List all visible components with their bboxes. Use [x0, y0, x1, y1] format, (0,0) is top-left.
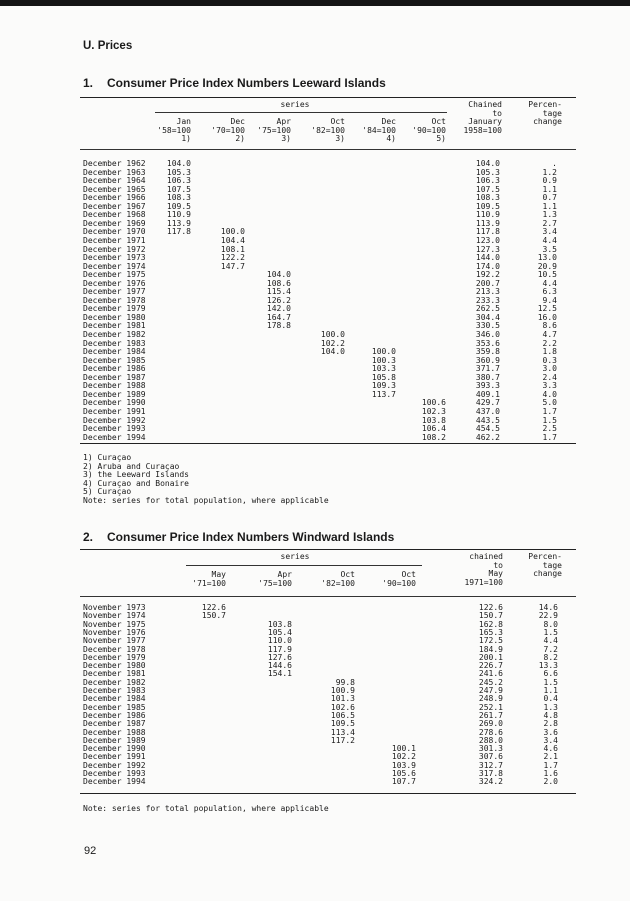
table2-series-value: 144.6 [267, 661, 292, 671]
table1-series-value: 103.8 [421, 415, 446, 425]
table1-chained-value: 409.1 [475, 389, 500, 399]
section-heading: U. Prices [83, 40, 133, 52]
table1-series-value: 100.0 [220, 227, 245, 237]
table2-row-label: December 1990 [83, 744, 146, 754]
table1-column-header: Oct '90=100 5) [412, 117, 446, 144]
table2-chained-value: 324.2 [478, 777, 503, 787]
table2-row-label: December 1982 [83, 677, 146, 687]
table2-column-header: Oct '82=100 [321, 570, 355, 588]
table1-series-value: 105.8 [371, 372, 396, 382]
table1-row-label: December 1978 [83, 295, 146, 305]
table1-series-value: 104.0 [320, 347, 345, 357]
table2-chained-value: 172.5 [478, 636, 503, 646]
table1-chained-value: 233.3 [475, 295, 500, 305]
table1-note: 4) Curaçao and Bonaire [83, 478, 189, 488]
table1-chained-value: 110.9 [475, 210, 500, 220]
table2-row-label: December 1980 [83, 661, 146, 671]
table2-series-value: 106.5 [330, 710, 355, 720]
table1-percentage-change: 6.3 [542, 287, 557, 297]
table1-percentage-change: 2.2 [542, 338, 557, 348]
table1-row-label: December 1968 [83, 210, 146, 220]
table1-row-label: December 1974 [83, 261, 146, 271]
table1-series-rule [155, 112, 447, 113]
table2-series-value: 127.6 [267, 652, 292, 662]
table2-row-label: December 1993 [83, 769, 146, 778]
table1-row-label: December 1964 [83, 176, 146, 186]
table2-chained-header: chained to May 1971=100 [464, 552, 503, 587]
table1-chained-value: 109.5 [475, 201, 500, 211]
table1-bottom-rule [80, 443, 576, 444]
table1-row-label: December 1982 [83, 330, 146, 339]
table2-row-label: November 1974 [83, 611, 146, 621]
table1-series-value: 104.0 [266, 270, 291, 280]
table2-row-label: December 1978 [83, 644, 146, 654]
table1-chained-value: 127.3 [475, 244, 500, 254]
table1-row-label: December 1980 [83, 312, 146, 322]
table2-row-label: December 1986 [83, 710, 146, 720]
table2-percentage-change: 1.3 [543, 702, 558, 712]
table2-row-label: December 1991 [83, 752, 146, 762]
table2-chained-value: 269.0 [478, 719, 503, 729]
table1-chained-value: 304.4 [475, 312, 500, 322]
table1-chained-value: 360.9 [475, 355, 500, 365]
table2-percentage-change: 6.6 [543, 669, 558, 679]
table1-percentage-change: 4.0 [542, 389, 557, 399]
table1-percentage-change: 1.1 [542, 184, 557, 194]
table2-row-label: December 1992 [83, 760, 146, 770]
table1-series-value: 126.2 [266, 295, 291, 305]
table1-top-rule [80, 97, 576, 98]
table2-chained-value: 301.3 [478, 744, 503, 754]
table1-series-value: 104.4 [220, 235, 245, 245]
table1-series-value: 109.3 [371, 381, 396, 391]
table1-chained-header: Chained to January 1958=100 [463, 100, 502, 135]
table1-percentage-change: 9.4 [542, 295, 557, 305]
table2-percentage-change: 2.8 [543, 719, 558, 729]
table2-chained-value: 307.6 [478, 752, 503, 762]
table1-note: 2) Aruba and Curaçao [83, 461, 180, 471]
table1-percentage-change: 1.7 [542, 406, 557, 416]
table2-chained-value: 248.9 [478, 694, 503, 704]
table2-row-label: December 1994 [83, 777, 146, 787]
table2-series-value: 103.8 [267, 619, 292, 629]
table1-chained-value: 359.8 [475, 347, 500, 357]
table2-row-label: December 1979 [83, 652, 146, 662]
table1-percentage-change: 4.4 [542, 235, 557, 245]
table2-percentage-change: 13.3 [538, 661, 558, 671]
table1-series-value: 122.2 [220, 253, 245, 263]
table1-series-value: 106.4 [421, 424, 446, 434]
table2-percentage-change: 7.2 [543, 644, 558, 654]
table2-header-rule [80, 596, 576, 597]
table1-header-rule [80, 149, 576, 150]
table2-series-value: 109.5 [330, 719, 355, 729]
table1-series-value: 147.7 [220, 261, 245, 271]
table1-percentage-change: 10.5 [537, 270, 557, 280]
table1-row-label: December 1979 [83, 304, 146, 314]
table2-chained-value: 278.6 [478, 727, 503, 737]
table1-chained-value: 123.0 [475, 235, 500, 245]
table2-row-label: November 1976 [83, 627, 146, 637]
table1-percentage-change: 5.0 [542, 398, 557, 408]
table2-chained-value: 226.7 [478, 661, 503, 671]
table1-chained-value: 393.3 [475, 381, 500, 391]
table2-series-value: 110.0 [267, 636, 292, 646]
table1-series-value: 117.8 [166, 227, 191, 237]
table2-row-label: December 1981 [83, 669, 146, 679]
table2-chained-value: 241.6 [478, 669, 503, 679]
table1-series-value: 108.1 [220, 244, 245, 254]
table1-row [0, 434, 630, 443]
table1-series-value: 100.0 [371, 347, 396, 357]
table2-chained-value: 162.8 [478, 619, 503, 629]
table1-series-value: 113.7 [371, 389, 396, 399]
table2-row-label: December 1988 [83, 727, 146, 737]
table2-number: 2. [83, 530, 94, 544]
table1-row-label: December 1969 [83, 218, 146, 228]
table2-series-value: 122.6 [201, 603, 226, 612]
table1-percentage-change: 8.6 [542, 321, 557, 331]
table1-series-value: 106.3 [166, 176, 191, 186]
table1-series-value: 102.3 [421, 406, 446, 416]
table2-percentage-change: 1.5 [543, 677, 558, 687]
table2-row-label: December 1984 [83, 694, 146, 704]
table1-percentage-change: 1.2 [542, 167, 557, 177]
table1-row-label: December 1962 [83, 159, 146, 168]
table2-notes [83, 805, 329, 814]
table1-row-label: December 1986 [83, 364, 146, 374]
table1-chained-value: 108.3 [475, 193, 500, 203]
table2-percentage-change: 3.6 [543, 727, 558, 737]
table2-chained-value: 261.7 [478, 710, 503, 720]
table2-series-value: 154.1 [267, 669, 292, 679]
table2-chained-value: 150.7 [478, 611, 503, 621]
table1-series-value: 164.7 [266, 312, 291, 322]
table1-row-label: December 1990 [83, 398, 146, 408]
table1-percentage-change: 2.7 [542, 218, 557, 228]
table1-column-header: Dec '70=100 2) [211, 117, 245, 144]
table1-series-value: 142.0 [266, 304, 291, 314]
table2-row-label: December 1985 [83, 702, 146, 712]
table1-percentage-change: 2.5 [542, 424, 557, 434]
table2-chained-value: 247.9 [478, 686, 503, 695]
table1-series-label: series [280, 100, 310, 109]
table1-percentage-change: 3.3 [542, 381, 557, 391]
table2-series-value: 103.9 [391, 760, 416, 770]
table1-notes [83, 454, 329, 506]
table1-chained-value: 213.3 [475, 287, 500, 297]
table2-row-label: November 1973 [83, 603, 146, 612]
page-number: 92 [84, 845, 97, 857]
table2-percentage-change: 2.0 [543, 777, 558, 787]
table1-title [83, 76, 386, 90]
table2-series-value: 99.8 [335, 677, 355, 687]
table1-column-header: Oct '82=100 3) [311, 117, 345, 144]
table2-row-label: November 1975 [83, 619, 146, 629]
table2-percentage-change: 8.2 [543, 652, 558, 662]
table2-series-value: 100.1 [391, 744, 416, 754]
table1-row-label: December 1963 [83, 167, 146, 177]
table1-row-label: December 1985 [83, 355, 146, 365]
table1-series-value: 115.4 [266, 287, 291, 297]
table2-series-value: 113.4 [330, 727, 355, 737]
table1-chained-value: 174.0 [475, 261, 500, 271]
table1-chained-value: 462.2 [475, 432, 500, 442]
table2-row-label: December 1987 [83, 719, 146, 729]
table1-chained-value: 144.0 [475, 253, 500, 263]
table1-percentage-change: 3.5 [542, 244, 557, 254]
table1-series-value: 100.3 [371, 355, 396, 365]
table2-series-value: 117.2 [330, 735, 355, 745]
table2-series-value: 100.9 [330, 686, 355, 695]
scan-edge [0, 0, 630, 6]
table2-series-value: 150.7 [201, 611, 226, 621]
table2-chained-value: 200.1 [478, 652, 503, 662]
table2-title-text: Consumer Price Index Numbers Windward Islands [107, 530, 395, 544]
table2-column-header: May '71=100 [192, 570, 226, 588]
table1-percentage-change: . [552, 159, 557, 168]
table2-series-value: 102.2 [391, 752, 416, 762]
table1-note: 5) Curaçao [83, 487, 132, 497]
table1-row-label: December 1967 [83, 201, 146, 211]
table1-percentage-change: 1.8 [542, 347, 557, 357]
table2-percentage-change: 4.8 [543, 710, 558, 720]
table1-row-label: December 1984 [83, 347, 146, 357]
table1-percentage-change: 3.4 [542, 227, 557, 237]
table1-chained-value: 105.3 [475, 167, 500, 177]
table1-chained-value: 104.0 [475, 159, 500, 168]
table1-series-value: 107.5 [166, 184, 191, 194]
table1-chained-value: 380.7 [475, 372, 500, 382]
table2-series-value: 105.4 [267, 627, 292, 637]
table1-row-label: December 1994 [83, 432, 146, 442]
table2-column-header: Oct '90=100 [382, 570, 416, 588]
table2-percentage-change: 2.1 [543, 752, 558, 762]
table2-percentage-change: 14.6 [538, 603, 558, 612]
table1-series-value: 178.8 [266, 321, 291, 331]
table1-series-value: 108.6 [266, 278, 291, 288]
table1-percentage-change: 20.9 [537, 261, 557, 271]
table1-percentage-change: 1.7 [542, 432, 557, 442]
table2-chained-value: 122.6 [478, 603, 503, 612]
table1-row-label: December 1970 [83, 227, 146, 237]
table1-chained-value: 192.2 [475, 270, 500, 280]
table2-percentage-change: 1.7 [543, 760, 558, 770]
table1-series-value: 109.5 [166, 201, 191, 211]
table1-percentage-change: 2.4 [542, 372, 557, 382]
table2-chained-value: 288.0 [478, 735, 503, 745]
table1-percentage-change: 13.0 [537, 253, 557, 263]
table1-percentage-change: 0.7 [542, 193, 557, 203]
table1-series-value: 108.3 [166, 193, 191, 203]
table1-number: 1. [83, 76, 94, 90]
table2-percentage-change: 1.1 [543, 686, 558, 695]
table2-chained-value: 165.3 [478, 627, 503, 637]
table1-note: Note: series for total population, where applicable [83, 495, 329, 505]
table1-chained-value: 262.5 [475, 304, 500, 314]
table1-row-label: December 1972 [83, 244, 146, 254]
table2-percentage-change: 1.5 [543, 627, 558, 637]
table2-series-value: 102.6 [330, 702, 355, 712]
table1-percentage-change: 3.0 [542, 364, 557, 374]
table2-series-rule [186, 565, 422, 566]
table1-percentage-change: 0.3 [542, 355, 557, 365]
table2-column-header: Apr '75=100 [258, 570, 292, 588]
table2-note: Note: series for total population, where applicable [83, 804, 329, 813]
table2-percentage-change: 1.6 [543, 769, 558, 778]
table1-row-label: December 1966 [83, 193, 146, 203]
table2-row-label: November 1977 [83, 636, 146, 646]
table1-chained-value: 330.5 [475, 321, 500, 331]
table1-row-label: December 1965 [83, 184, 146, 194]
table1-row-label: December 1975 [83, 270, 146, 280]
table2-series-value: 101.3 [330, 694, 355, 704]
table1-percentage-change: 4.4 [542, 278, 557, 288]
table1-chained-value: 113.9 [475, 218, 500, 228]
table1-title-text: Consumer Price Index Numbers Leeward Islands [107, 76, 386, 90]
table1-series-value: 108.2 [421, 432, 446, 442]
table1-note: 1) Curaçao [83, 453, 132, 462]
table2-series-value: 107.7 [391, 777, 416, 787]
table2-row [0, 778, 630, 787]
table1-chained-value: 429.7 [475, 398, 500, 408]
table1-percentage-change: 1.3 [542, 210, 557, 220]
table1-series-value: 100.0 [320, 330, 345, 339]
table2-percentage-change: 4.4 [543, 636, 558, 646]
table1-row-label: December 1991 [83, 406, 146, 416]
table2-percentage-change: 4.6 [543, 744, 558, 754]
table1-row-label: December 1987 [83, 372, 146, 382]
table1-pct-header: Percen- tage change [528, 100, 562, 127]
table1-series-value: 113.9 [166, 218, 191, 228]
table1-series-value: 103.3 [371, 364, 396, 374]
table1-chained-value: 437.0 [475, 406, 500, 416]
table2-chained-value: 184.9 [478, 644, 503, 654]
table2-row-label: December 1989 [83, 735, 146, 745]
table2-percentage-change: 22.9 [538, 611, 558, 621]
table1-series-value: 104.0 [166, 159, 191, 168]
table2-series-label: series [280, 552, 310, 561]
table1-chained-value: 371.7 [475, 364, 500, 374]
table1-row-label: December 1977 [83, 287, 146, 297]
table2-pct-header: Percen- tage change [528, 552, 562, 579]
table1-series-value: 102.2 [320, 338, 345, 348]
table1-chained-value: 107.5 [475, 184, 500, 194]
table2-chained-value: 312.7 [478, 760, 503, 770]
table1-series-value: 110.9 [166, 210, 191, 220]
table1-chained-value: 117.8 [475, 227, 500, 237]
table1-percentage-change: 4.7 [542, 330, 557, 339]
table1-series-value: 105.3 [166, 167, 191, 177]
table1-chained-value: 454.5 [475, 424, 500, 434]
table2-percentage-change: 0.4 [543, 694, 558, 704]
table1-percentage-change: 1.1 [542, 201, 557, 211]
table1-row-label: December 1992 [83, 415, 146, 425]
table1-chained-value: 353.6 [475, 338, 500, 348]
table1-chained-value: 346.0 [475, 330, 500, 339]
table1-row-label: December 1993 [83, 424, 146, 434]
table2-series-value: 105.6 [391, 769, 416, 778]
table2-bottom-rule [80, 793, 576, 794]
table2-chained-value: 252.1 [478, 702, 503, 712]
table1-percentage-change: 12.5 [537, 304, 557, 314]
table1-percentage-change: 1.5 [542, 415, 557, 425]
table2-percentage-change: 8.0 [543, 619, 558, 629]
table2-row-label: December 1983 [83, 686, 146, 695]
table2-top-rule [80, 549, 576, 550]
table2-chained-value: 317.8 [478, 769, 503, 778]
table1-chained-value: 106.3 [475, 176, 500, 186]
table1-row-label: December 1988 [83, 381, 146, 391]
table1-chained-value: 200.7 [475, 278, 500, 288]
table1-row-label: December 1983 [83, 338, 146, 348]
table1-column-header: Apr '75=100 3) [257, 117, 291, 144]
table2-title [83, 530, 394, 544]
table1-row-label: December 1989 [83, 389, 146, 399]
table1-row-label: December 1971 [83, 235, 146, 245]
table1-chained-value: 443.5 [475, 415, 500, 425]
table1-note: 3) the Leeward Islands [83, 470, 189, 480]
table1-row-label: December 1976 [83, 278, 146, 288]
table1-row-label: December 1973 [83, 253, 146, 263]
table1-column-header: Dec '84=100 4) [362, 117, 396, 144]
table1-percentage-change: 0.9 [542, 176, 557, 186]
table1-series-value: 100.6 [421, 398, 446, 408]
table2-series-value: 117.9 [267, 644, 292, 654]
table1-percentage-change: 16.0 [537, 312, 557, 322]
table2-percentage-change: 3.4 [543, 735, 558, 745]
table1-column-header: Jan '58=100 1) [157, 117, 191, 144]
table2-chained-value: 245.2 [478, 677, 503, 687]
table1-row-label: December 1981 [83, 321, 146, 331]
